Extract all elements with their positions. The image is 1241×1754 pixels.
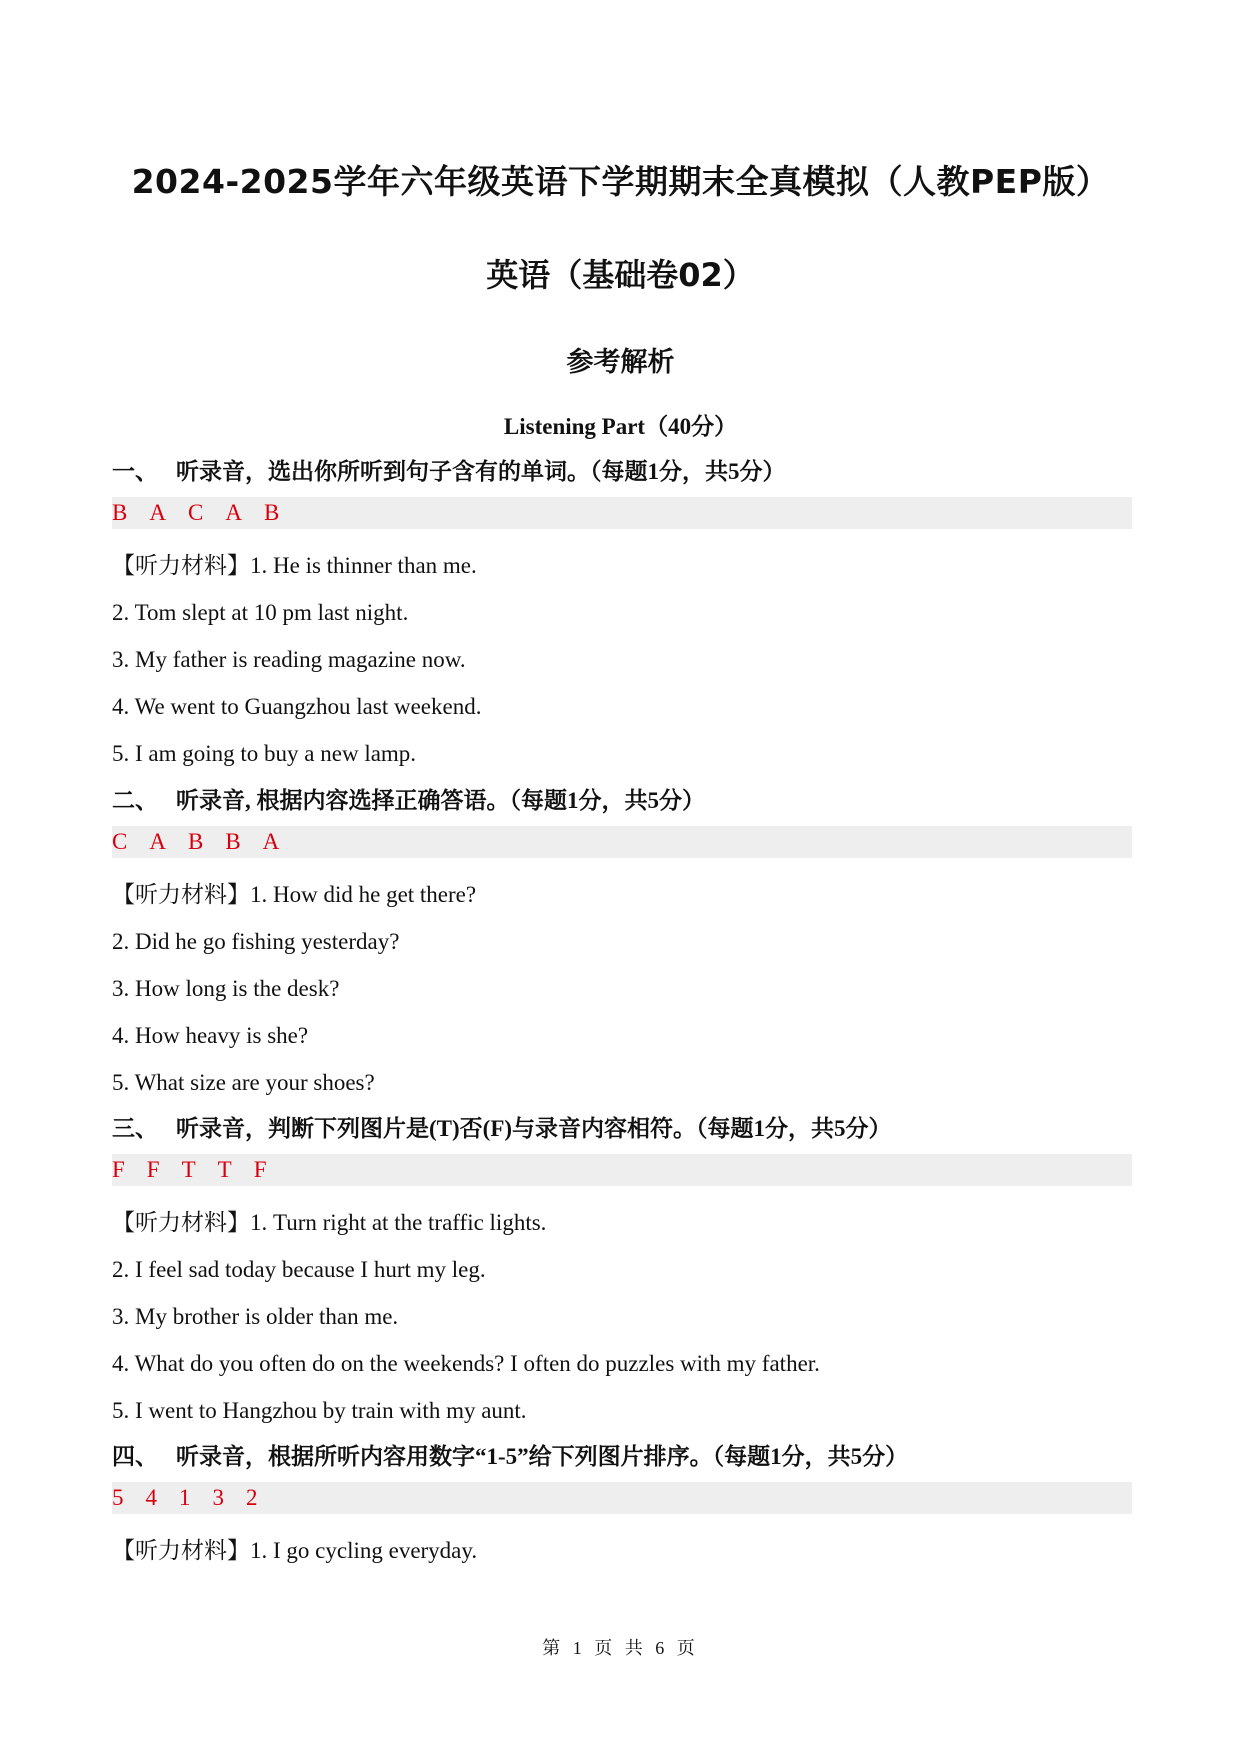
answer-row <box>112 1482 1132 1514</box>
answer-row <box>112 1154 1132 1186</box>
section-number: 一、 <box>112 459 158 484</box>
answer-item: 1 <box>179 1485 191 1510</box>
answer-row <box>112 826 1132 858</box>
answer-row <box>112 497 1132 529</box>
page-footer: 第 1 页 共 6 页 <box>542 1638 699 1658</box>
answer-item: A <box>149 500 166 525</box>
document-subtitle: 英语（基础卷02） <box>486 256 755 294</box>
transcript-line: 【听力材料】1. I go cycling everyday. <box>112 1538 478 1563</box>
answer-item: B <box>225 829 241 854</box>
answer-key-label: 参考解析 <box>566 347 675 378</box>
section-3 <box>112 1105 1132 1434</box>
answer-item: F <box>112 1157 125 1182</box>
transcript-line: 【听力材料】1. He is thinner than me. <box>112 553 477 578</box>
transcript-line: 3. How long is the desk? <box>112 976 340 1001</box>
transcript-line: 4. How heavy is she? <box>112 1023 309 1048</box>
answer-item: A <box>225 500 242 525</box>
part-heading: Listening Part（40分） <box>503 414 738 439</box>
section-number: 三、 <box>112 1116 158 1141</box>
section-title: 听录音, 根据内容选择正确答语。（每题1分，共5分） <box>176 788 705 813</box>
answer-item: B <box>263 500 280 525</box>
section-heading <box>112 1105 1132 1152</box>
answer-item: F <box>253 1157 267 1182</box>
transcript-line: 4. We went to Guangzhou last weekend. <box>112 694 482 719</box>
answer-item: F <box>146 1157 160 1182</box>
section-1 <box>112 448 1132 777</box>
transcript-line: 【听力材料】1. Turn right at the traffic lights. <box>112 1210 547 1235</box>
answer-item: 5 <box>112 1485 124 1510</box>
answer-item: C <box>112 829 128 854</box>
answer-item: 3 <box>212 1485 224 1510</box>
section-title: 听录音，选出你所听到句子含有的单词。（每题1分，共5分） <box>176 459 786 484</box>
transcript-line: 3. My father is reading magazine now. <box>112 647 466 672</box>
section-2 <box>112 777 1132 1106</box>
transcript-line: 2. I feel sad today because I hurt my leg. <box>112 1257 486 1282</box>
answer-item: A <box>262 829 280 854</box>
document-title: 2024-2025学年六年级英语下学期期末全真模拟（人教PEP版） <box>131 162 1110 201</box>
section-title: 听录音，判断下列图片是(T)否(F)与录音内容相符。（每题1分，共5分） <box>176 1116 892 1141</box>
answer-item: T <box>217 1157 232 1182</box>
answer-item: B <box>112 500 128 525</box>
answer-item: T <box>181 1157 196 1182</box>
answer-item: 4 <box>145 1485 157 1510</box>
section-4 <box>112 1433 1132 1574</box>
section-heading <box>112 448 1132 495</box>
answer-item: C <box>187 500 204 525</box>
transcript-line: 3. My brother is older than me. <box>112 1304 399 1329</box>
transcript-line: 4. What do you often do on the weekends? I often do puzzles with my father. <box>112 1351 820 1376</box>
section-heading <box>112 777 1132 824</box>
transcript-line: 5. I am going to buy a new lamp. <box>112 741 417 766</box>
transcript-line: 【听力材料】1. How did he get there? <box>112 882 477 907</box>
transcript-line: 2. Did he go fishing yesterday? <box>112 929 400 954</box>
transcript-line: 5. What size are your shoes? <box>112 1070 375 1095</box>
answer-item: A <box>149 829 166 854</box>
section-heading <box>112 1433 1132 1480</box>
section-title: 听录音，根据所听内容用数字“1-5”给下列图片排序。（每题1分，共5分） <box>176 1444 909 1469</box>
section-number: 四、 <box>112 1444 158 1469</box>
answer-item: B <box>187 829 204 854</box>
transcript-line: 5. I went to Hangzhou by train with my aunt. <box>112 1398 527 1423</box>
transcript-line: 2. Tom slept at 10 pm last night. <box>112 600 409 625</box>
section-number: 二、 <box>112 788 158 813</box>
answer-item: 2 <box>246 1485 258 1510</box>
